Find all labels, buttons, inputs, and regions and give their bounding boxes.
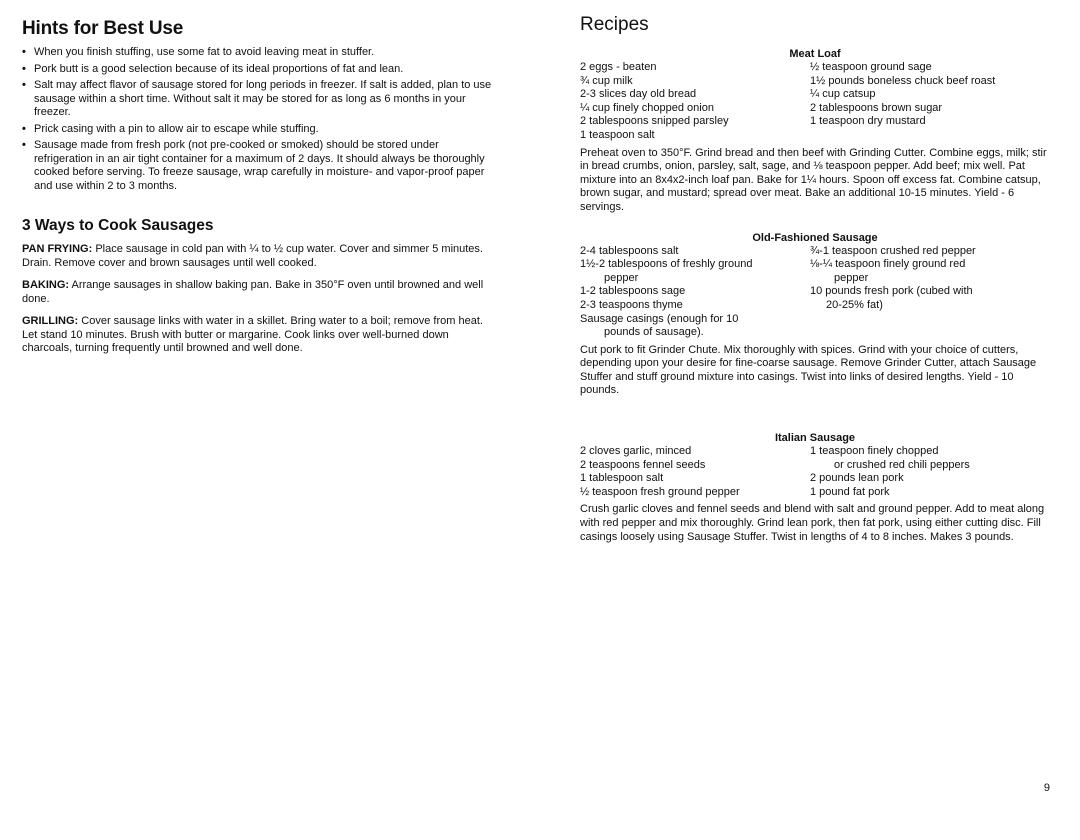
method-label: BAKING: <box>22 279 70 291</box>
method-text: Arrange sausages in shallow baking pan. Bake in 350°F oven until browned and well done. <box>22 279 484 305</box>
ways-heading: 3 Ways to Cook Sausages <box>22 217 214 234</box>
ingredient: 2 pounds lean pork <box>810 472 904 485</box>
ingredients-left <box>580 445 810 499</box>
recipe-directions: Crush garlic cloves and fennel seeds and blend with salt and ground pepper. Add to meat along with red pepper and mix thoroughly. Grind lean pork, then fat pork, using either cutting disc. Fill casings loosely using Sausage Stuffer. Twist in lengths of 4 to 8 inches. Makes 3 pounds. <box>580 503 1045 543</box>
recipes-heading: Recipes <box>580 14 649 35</box>
ingredient: or crushed red chili peppers <box>834 458 970 471</box>
ingredient: ⅛-¼ teaspoon finely ground red <box>810 258 966 271</box>
ingredient: pounds of sausage). <box>604 326 704 339</box>
ingredients-left <box>580 245 810 340</box>
ingredient: 2 tablespoons brown sugar <box>810 101 943 114</box>
ingredient: 2 tablespoons snipped parsley <box>580 115 729 128</box>
ingredient: ¼ cup catsup <box>810 88 876 101</box>
hints-list <box>22 46 492 193</box>
ingredient: 1 teaspoon salt <box>580 128 655 141</box>
ingredient: Sausage casings (enough for 10 <box>580 312 739 325</box>
ingredient: 2 cloves garlic, minced <box>580 445 692 458</box>
left-column <box>22 18 492 365</box>
right-column <box>580 14 1050 544</box>
page-number: 9 <box>1043 782 1050 794</box>
ingredients <box>580 61 1050 143</box>
ingredient: 10 pounds fresh pork (cubed with <box>810 285 973 298</box>
hint-item: • Pork butt is a good selection because of its ideal proportions of fat and lean. <box>22 63 492 77</box>
recipe-italian-sausage <box>580 432 1050 544</box>
ingredient: ¾ cup milk <box>580 74 633 87</box>
ingredient: 2-3 slices day old bread <box>580 88 697 101</box>
ingredient: 20-25% fat) <box>826 298 883 311</box>
ingredients-right <box>810 61 1050 143</box>
recipe-directions: Cut pork to fit Grinder Chute. Mix thoroughly with spices. Grind with your choice of cutters, depending upon your desire for fine-coarse sausage. Remove Grinder Cutter, attach Sausage Stuffer and stuff ground mixture into casings. Twist into links of desired lengths. Yield - 10 pounds. <box>580 343 1037 397</box>
hint-item: • Salt may affect flavor of sausage stored for long periods in freezer. If salt is added, plan to use sausage within a short time. Without salt it may be stored for as long as 6 months in your freezer. <box>22 79 492 120</box>
ingredient: 1 teaspoon finely chopped <box>810 445 939 458</box>
recipe-directions: Preheat oven to 350°F. Grind bread and then beef with Grinding Cutter. Combine eggs, milk; stir in bread crumbs, onion, parsley, salt, sage, and ⅛ teaspoon pepper. Add beef; mix well. Pat mixture into an 8x4x2-inch loaf pan. Bake for 1¼ hours. Spoon off excess fat. Combine catsup, brown sugar, and mustard; spread over meat. Bake an additional 10-15 minutes. Yield - 6 servings. <box>580 146 1047 213</box>
ingredient: 2 eggs - beaten <box>580 61 657 73</box>
ingredient: 1½ pounds boneless chuck beef roast <box>810 74 996 87</box>
ingredient: 1-2 tablespoons sage <box>580 285 686 298</box>
hints-heading: Hints for Best Use <box>22 18 184 39</box>
hint-item: • Sausage made from fresh pork (not pre-cooked or smoked) should be stored under refrigeration in an air tight container for a maximum of 2 days. It should always be thoroughly cooked before serving. To freeze sausage, wrap carefully in moisture- and vapor-proof paper and use within 2 to 3 months. <box>22 139 492 193</box>
ingredients-left <box>580 61 810 143</box>
ingredients <box>580 245 1050 340</box>
ingredients-right <box>810 245 1050 340</box>
method-text: Place sausage in cold pan with ¼ to ½ cup water. Cover and simmer 5 minutes. Drain. Remove cover and brown sausages until well cooked. <box>22 243 483 269</box>
method-label: GRILLING: <box>22 315 79 327</box>
method-pan-frying <box>22 243 492 270</box>
ingredient: pepper <box>834 271 869 284</box>
recipe-old-fashioned-sausage <box>580 232 1050 399</box>
recipe-meat-loaf <box>580 48 1050 215</box>
recipe-title: Old-Fashioned Sausage <box>752 231 878 244</box>
ingredient: 1 pound fat pork <box>810 485 890 498</box>
hint-item: • When you finish stuffing, use some fat to avoid leaving meat in stuffer. <box>22 46 492 60</box>
recipe-title: Italian Sausage <box>774 432 856 445</box>
ingredient: 2-3 teaspoons thyme <box>580 298 683 311</box>
method-label: PAN FRYING: <box>22 243 93 255</box>
ingredient: pepper <box>604 271 639 284</box>
ingredient: 2 teaspoons fennel seeds <box>580 458 706 471</box>
ingredient: 1½-2 tablespoons of freshly ground <box>580 258 753 271</box>
hint-item: • Prick casing with a pin to allow air to escape while stuffing. <box>22 123 492 137</box>
method-grilling <box>22 315 492 356</box>
ingredient: ½ teaspoon ground sage <box>810 61 932 73</box>
ingredient: 2-4 tablespoons salt <box>580 244 679 257</box>
ingredient: 1 teaspoon dry mustard <box>810 115 926 128</box>
recipe-title: Meat Loaf <box>789 48 841 60</box>
ingredient: 1 tablespoon salt <box>580 472 664 485</box>
ingredients-right <box>810 445 1050 499</box>
ingredient: ¾-1 teaspoon crushed red pepper <box>810 244 976 257</box>
ingredients <box>580 445 1050 499</box>
ingredient: ½ teaspoon fresh ground pepper <box>580 485 740 498</box>
method-baking <box>22 279 492 306</box>
ingredient: ¼ cup finely chopped onion <box>580 101 714 114</box>
method-text: Cover sausage links with water in a skillet. Bring water to a boil; remove from heat. Let stand 10 minutes. Brush with butter or margarine. Cook links over well-burned down charcoals, turning frequently until browned and well done. <box>22 315 483 354</box>
